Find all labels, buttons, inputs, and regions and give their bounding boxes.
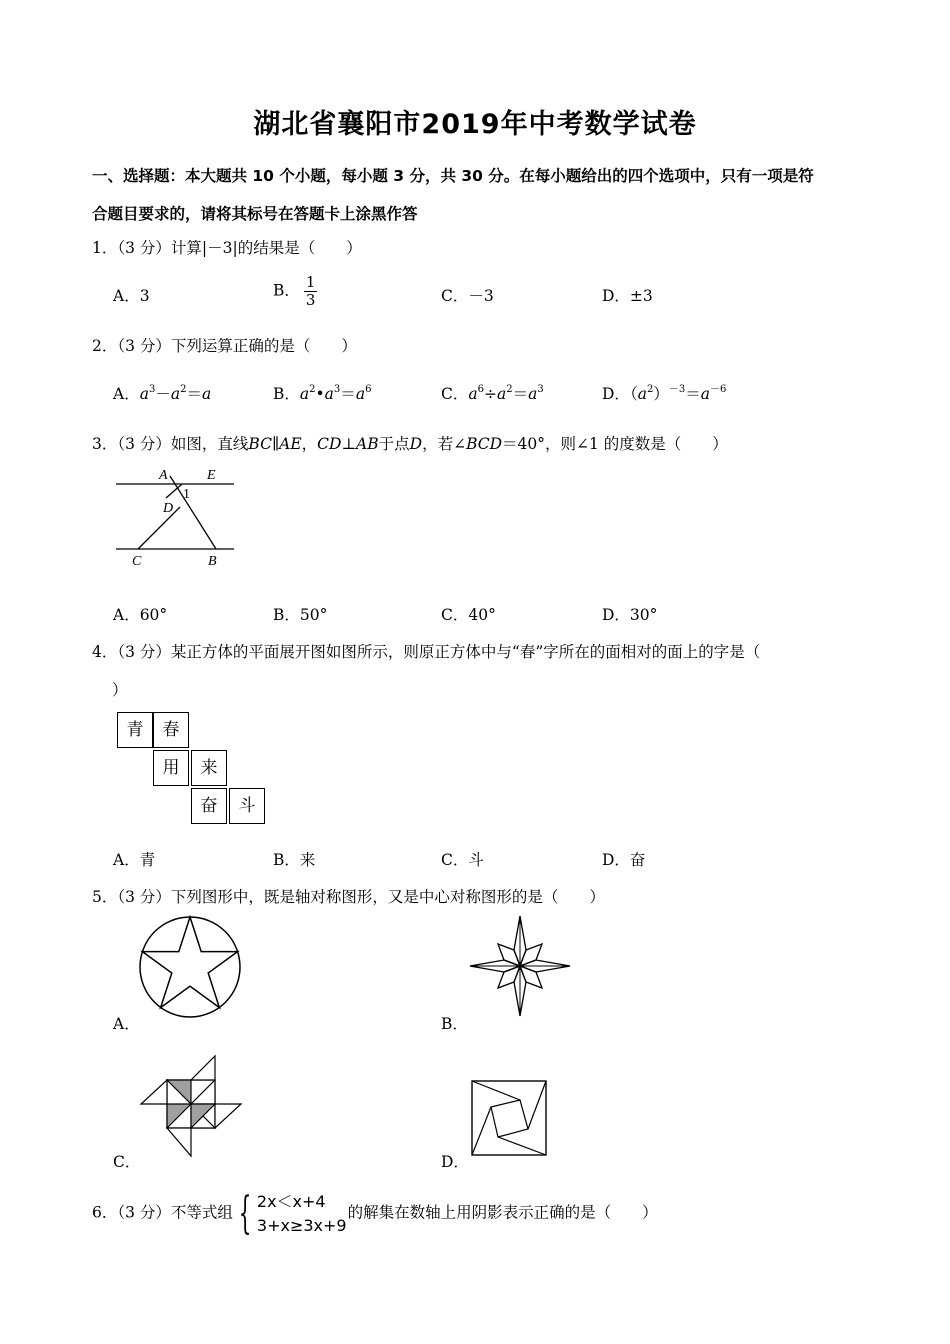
q3-label-1: 1 — [183, 487, 190, 502]
q2-b-var1: a — [299, 385, 310, 403]
q2-a-var1: a — [139, 385, 149, 403]
q2-d-rparen: ） — [653, 385, 669, 403]
q1-option-d: D．±3 — [602, 287, 653, 305]
section-heading-line2: 合题目要求的，请将其标号在答题卡上涂黑作答 — [92, 205, 418, 223]
q5-b-spike-se — [520, 966, 542, 988]
question-3-stem — [92, 432, 728, 454]
q3-option-b: B．50° — [273, 606, 328, 624]
q2-a-var2: a — [170, 385, 181, 403]
cube-net-cell-dou: 斗 — [229, 788, 265, 824]
q2-c-var2: a — [497, 385, 507, 403]
q5-a-circle — [140, 917, 240, 1017]
cube-net-cell-fen: 奋 — [191, 788, 227, 824]
q2-c-exp1: 6 — [477, 384, 484, 395]
q2-d-var2: a — [700, 385, 710, 403]
q6-brace: { — [238, 1188, 252, 1239]
q5-figure-a-star-circle — [136, 913, 244, 1021]
q1-fraction-numerator: 1 — [305, 273, 316, 291]
q5-b-spike-nw — [498, 944, 520, 966]
q2-b-exp3: 6 — [365, 384, 372, 395]
q4-option-c: C．斗 — [441, 851, 484, 869]
q3-label-b: B — [208, 554, 217, 569]
question-2-stem: 2．（3 分）下列运算正确的是（ ） — [92, 337, 357, 355]
q5-option-b: B． — [441, 1015, 468, 1033]
page-title: 湖北省襄阳市2019年中考数学试卷 — [253, 109, 697, 140]
q5-d-frame — [472, 1081, 546, 1155]
q5-option-c: C． — [113, 1153, 141, 1171]
q3-line-bc: BC — [248, 435, 272, 453]
question-4-stem: 4．（3 分）某正方体的平面展开图如图所示，则原正方体中与“春”字所在的面相对的面上的字是（ — [92, 643, 761, 661]
section-heading-line1: 一、选择题：本大题共 10 个小题，每小题 3 分，共 30 分。在每小题给出的四个选项中，只有一项是符 — [92, 167, 814, 185]
q5-d-line-2 — [528, 1081, 546, 1129]
q5-option-d: D． — [441, 1153, 469, 1171]
q2-a-label: A． — [113, 385, 140, 403]
q3-option-a: A．60° — [113, 606, 168, 624]
q2-d-eq: ＝ — [685, 385, 701, 403]
q3-label-e: E — [207, 468, 216, 483]
q2-option-d — [602, 382, 726, 404]
q5-b-spike-ne — [520, 944, 542, 966]
q4-option-b: B．来 — [273, 851, 316, 869]
q5-d-inner-square — [491, 1100, 528, 1137]
q6-inequality-2: 3+x≥3x+9 — [256, 1215, 347, 1235]
q2-d-label: D． — [602, 385, 630, 403]
q5-figure-d-square — [471, 1080, 547, 1156]
q3-option-c: C．40° — [441, 606, 496, 624]
q5-d-outer-square — [472, 1081, 546, 1155]
q3-line-ab: AB — [356, 435, 379, 453]
cube-net-cell-qing: 青 — [117, 712, 153, 748]
q6-stem-post: 的解集在数轴上用阴影表示正确的是（ ） — [347, 1203, 658, 1222]
q3-perp: ⊥ — [341, 435, 357, 453]
q2-b-var3: a — [355, 385, 366, 403]
q2-option-a — [113, 382, 211, 404]
q1-fraction-denominator: 3 — [305, 291, 316, 309]
q2-b-var2: a — [324, 385, 334, 403]
q3-label-d: D — [163, 501, 174, 516]
q3-line-ab — [170, 476, 216, 549]
q1-option-c: C．－3 — [441, 287, 494, 305]
q2-c-var1: a — [468, 385, 478, 403]
q5-c-tip-e — [215, 1104, 241, 1128]
q2-c-var3: a — [528, 385, 538, 403]
q2-a-exp1: 3 — [148, 384, 156, 395]
q5-figure-b-compass-star — [468, 914, 572, 1018]
q5-d-line-1 — [472, 1081, 520, 1100]
q5-figure-c-pinwheel — [138, 1054, 244, 1158]
q5-c-shaded-1 — [167, 1080, 191, 1104]
q2-d-exp2: －3 — [668, 384, 686, 395]
q3-angle-bcd: BCD — [466, 435, 503, 453]
q6-stem-pre: 6．（3 分）不等式组 — [92, 1203, 233, 1222]
q5-c-tip-ne — [191, 1056, 215, 1080]
q2-d-lparen: （ — [629, 385, 638, 403]
q2-c-exp2: 2 — [506, 384, 513, 395]
q2-c-div: ÷ — [484, 385, 497, 403]
question-1-stem: 1．（3 分）计算|－3|的结果是（ ） — [92, 239, 362, 257]
cube-net-cell-yong: 用 — [153, 750, 189, 786]
q2-a-exp2: 2 — [180, 384, 187, 395]
q5-d-line-4 — [472, 1107, 491, 1155]
q4-option-d: D．奋 — [602, 851, 646, 869]
question-4-stem-close: ） — [112, 681, 128, 699]
q2-b-exp1: 2 — [309, 384, 316, 395]
q4-option-a: A．青 — [113, 851, 156, 869]
q3-line-cd: CD — [317, 435, 342, 453]
q2-b-exp2: 3 — [333, 384, 341, 395]
q2-b-eq: ＝ — [340, 385, 356, 403]
q3-line-ae: AE — [279, 435, 302, 453]
question-5-stem: 5．（3 分）下列图形中，既是轴对称图形，又是中心对称图形的是（ ） — [92, 888, 605, 906]
q5-c-blade-2 — [191, 1080, 215, 1104]
question-6-stem — [92, 1188, 658, 1239]
q3-if: ，若∠ — [422, 435, 467, 453]
q3-line-cd — [138, 507, 180, 549]
q2-a-eq: ＝ — [186, 385, 202, 403]
q5-c-tip-s — [167, 1128, 191, 1156]
q2-a-var3: a — [201, 385, 212, 403]
q1-option-a: A．3 — [113, 287, 150, 305]
q1-option-b-label: B． — [273, 281, 300, 300]
q3-label-a: A — [159, 468, 168, 483]
q3-label-c: C — [132, 554, 142, 569]
q5-c-shaded-4 — [167, 1104, 191, 1128]
q1-option-b — [273, 274, 317, 309]
q5-b-spike-sw — [498, 966, 520, 988]
q2-c-exp3: 3 — [537, 384, 544, 395]
q3-parallel: ∥ — [271, 435, 280, 453]
q2-c-label: C． — [441, 385, 469, 403]
q2-d-exp3: －6 — [709, 384, 727, 395]
q2-option-b — [273, 382, 371, 404]
cube-net-cell-lai: 来 — [191, 750, 227, 786]
q3-point-d: D — [409, 435, 423, 453]
q2-d-var1: a — [637, 385, 647, 403]
q2-b-dot: • — [315, 385, 325, 403]
q3-stem-pre: 3．（3 分）如图，直线 — [92, 435, 249, 453]
q2-a-minus: － — [155, 385, 171, 403]
q3-option-d: D．30° — [602, 606, 658, 624]
q3-geometry-figure — [110, 462, 240, 572]
q3-stem-post: ＝40°，则∠1 的度数是（ ） — [502, 435, 728, 453]
q6-inequality-1: 2x＜x+4 — [256, 1191, 326, 1211]
q5-option-a: A． — [113, 1015, 140, 1033]
q2-b-label: B． — [273, 385, 300, 403]
q2-c-eq: ＝ — [512, 385, 529, 403]
q2-d-exp1: 2 — [646, 384, 654, 395]
q5-d-line-3 — [498, 1137, 546, 1155]
q6-inequality-system — [257, 1190, 347, 1238]
q3-comma: ， — [301, 435, 318, 453]
cube-net-cell-chun: 春 — [153, 712, 189, 748]
q5-c-tip-w — [141, 1080, 167, 1104]
q2-option-c — [441, 382, 544, 404]
q1-option-b-fraction — [304, 274, 318, 309]
q3-at-point: 于点 — [378, 435, 410, 453]
